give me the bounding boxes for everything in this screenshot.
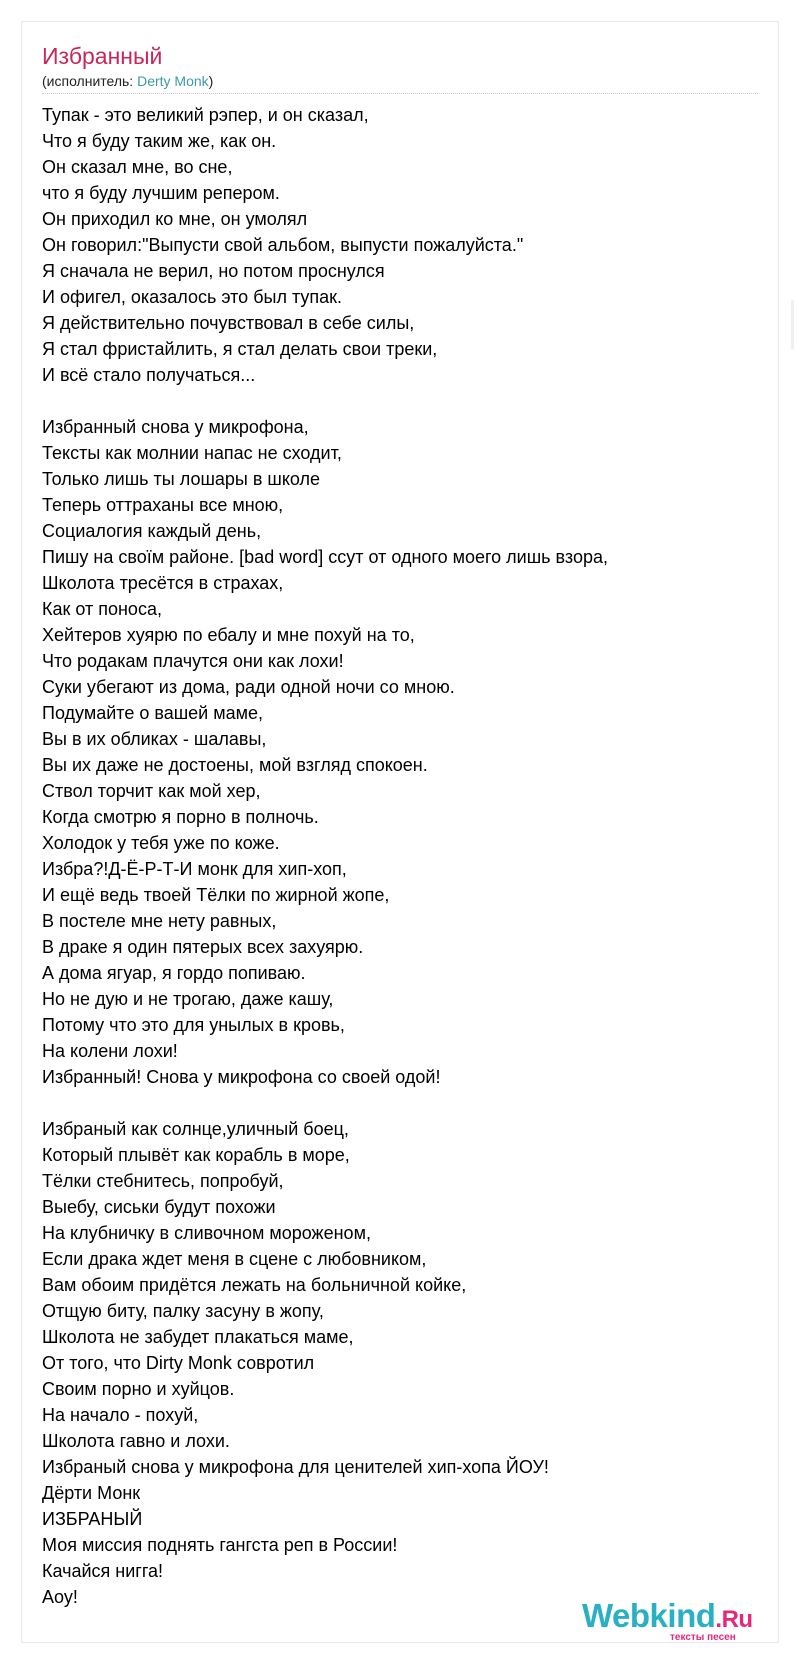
logo-name: Webkind <box>582 1597 716 1634</box>
lyric-line: Вы в их обликах - шалавы, <box>42 729 267 749</box>
lyric-line: Своим порно и хуйцов. <box>42 1379 235 1399</box>
lyric-line: Холодок у тебя уже по коже. <box>42 833 280 853</box>
lyric-line: Тёлки стебнитесь, попробуй, <box>42 1171 284 1191</box>
site-logo[interactable] <box>582 1596 772 1646</box>
lyric-line: Хейтеров хуярю по ебалу и мне похуй на то, <box>42 625 415 645</box>
lyric-line: Школота не забудет плакаться маме, <box>42 1327 354 1347</box>
lyric-line: Я стал фристайлить, я стал делать свои треки, <box>42 339 438 359</box>
lyric-line: Когда смотрю я порно в полночь. <box>42 807 319 827</box>
lyric-line: Я действительно почувствовал в себе силы, <box>42 313 415 333</box>
lyric-line: Избранный! Снова у микрофона со своей одой! <box>42 1067 441 1087</box>
lyric-line: Избранный снова у микрофона, <box>42 417 309 437</box>
lyric-line: И ещё ведь твоей Тёлки по жирной жопе, <box>42 885 390 905</box>
lyric-line: Пишу на своїм районе. [bad word] ссут от одного моего лишь взора, <box>42 547 608 567</box>
lyric-line: В постеле мне нету равных, <box>42 911 277 931</box>
lyric-line: Школота гавно и лохи. <box>42 1431 230 1451</box>
lyric-line: Моя миссия поднять гангста реп в России! <box>42 1535 398 1555</box>
lyric-line: Я сначала не верил, но потом проснулся <box>42 261 385 281</box>
artist-link[interactable]: Derty Monk <box>137 73 209 89</box>
logo-tld: .Ru <box>715 1606 753 1633</box>
lyric-line: Он сказал мне, во сне, <box>42 157 233 177</box>
lyric-line: Суки убегают из дома, ради одной ночи со мною. <box>42 677 455 697</box>
lyric-line: Только лишь ты лошары в школе <box>42 469 321 489</box>
lyric-line: Отщую биту, палку засуну в жопу, <box>42 1301 324 1321</box>
lyric-line: И всё стало получаться... <box>42 365 256 385</box>
lyric-line: Он говорил:"Выпусти свой альбом, выпусти пожалуйста." <box>42 235 524 255</box>
lyric-line: А дома ягуар, я гордо попиваю. <box>42 963 306 983</box>
lyric-line: Избраный снова у микрофона для ценителей хип-хопа ЙОУ! <box>42 1457 549 1477</box>
lyric-line: Как от поноса, <box>42 599 162 619</box>
lyric-line: На колени лохи! <box>42 1041 178 1061</box>
artist-suffix: ) <box>208 73 214 89</box>
lyric-line: ИЗБРАНЫЙ <box>42 1509 143 1529</box>
stanza-break <box>42 1090 772 1116</box>
lyric-line: Тупак - это великий рэпер, и он сказал, <box>42 105 369 125</box>
lyric-line: Качайся нигга! <box>42 1561 164 1581</box>
lyrics-text <box>42 102 772 1610</box>
lyric-line: Избра?!Д-Ё-Р-Т-И монк для хип-хоп, <box>42 859 347 879</box>
lyric-line: Но не дую и не трогаю, даже кашу, <box>42 989 334 1009</box>
stanza-break <box>42 388 772 414</box>
lyric-line: Который плывёт как корабль в море, <box>42 1145 350 1165</box>
lyric-line: Подумайте о вашей маме, <box>42 703 264 723</box>
lyric-line: Что родакам плачутся они как лохи! <box>42 651 344 671</box>
lyric-line: Теперь оттраханы все мною, <box>42 495 284 515</box>
lyric-line: Вам обоим придётся лежать на больничной койке, <box>42 1275 467 1295</box>
divider <box>42 93 758 94</box>
lyric-line: От того, что Dirty Monk совротил <box>42 1353 315 1373</box>
logo-tagline: тексты песен <box>670 1632 736 1643</box>
artist-prefix: (исполнитель: <box>42 73 138 89</box>
lyric-line: Выебу, сиськи будут похожи <box>42 1197 276 1217</box>
lyric-line: На клубничку в сливочном мороженом, <box>42 1223 371 1243</box>
lyric-line: Аоу! <box>42 1587 78 1607</box>
lyric-line: Потому что это для унылых в кровь, <box>42 1015 345 1035</box>
lyric-line: На начало - похуй, <box>42 1405 199 1425</box>
lyric-line: Избраный как солнце,уличный боец, <box>42 1119 349 1139</box>
lyric-line: Дёрти Монк <box>42 1483 141 1503</box>
lyric-line: Он приходил ко мне, он умолял <box>42 209 308 229</box>
lyric-line: Школота тресётся в страхах, <box>42 573 284 593</box>
scrollbar[interactable] <box>791 300 794 350</box>
song-title: Избранный <box>42 43 163 69</box>
lyric-line: Если драка ждет меня в сцене с любовником, <box>42 1249 427 1269</box>
lyric-line: что я буду лучшим репером. <box>42 183 280 203</box>
lyric-line: И офигел, оказалось это был тупак. <box>42 287 343 307</box>
lyric-line: Что я буду таким же, как он. <box>42 131 277 151</box>
lyric-line: Вы их даже не достоены, мой взгляд спокоен. <box>42 755 428 775</box>
lyric-line: Ствол торчит как мой хер, <box>42 781 261 801</box>
lyric-line: В драке я один пятерых всех захуярю. <box>42 937 364 957</box>
artist-line <box>42 72 213 90</box>
lyric-line: Тексты как молнии напас не сходит, <box>42 443 342 463</box>
lyric-line: Социалогия каждый день, <box>42 521 262 541</box>
